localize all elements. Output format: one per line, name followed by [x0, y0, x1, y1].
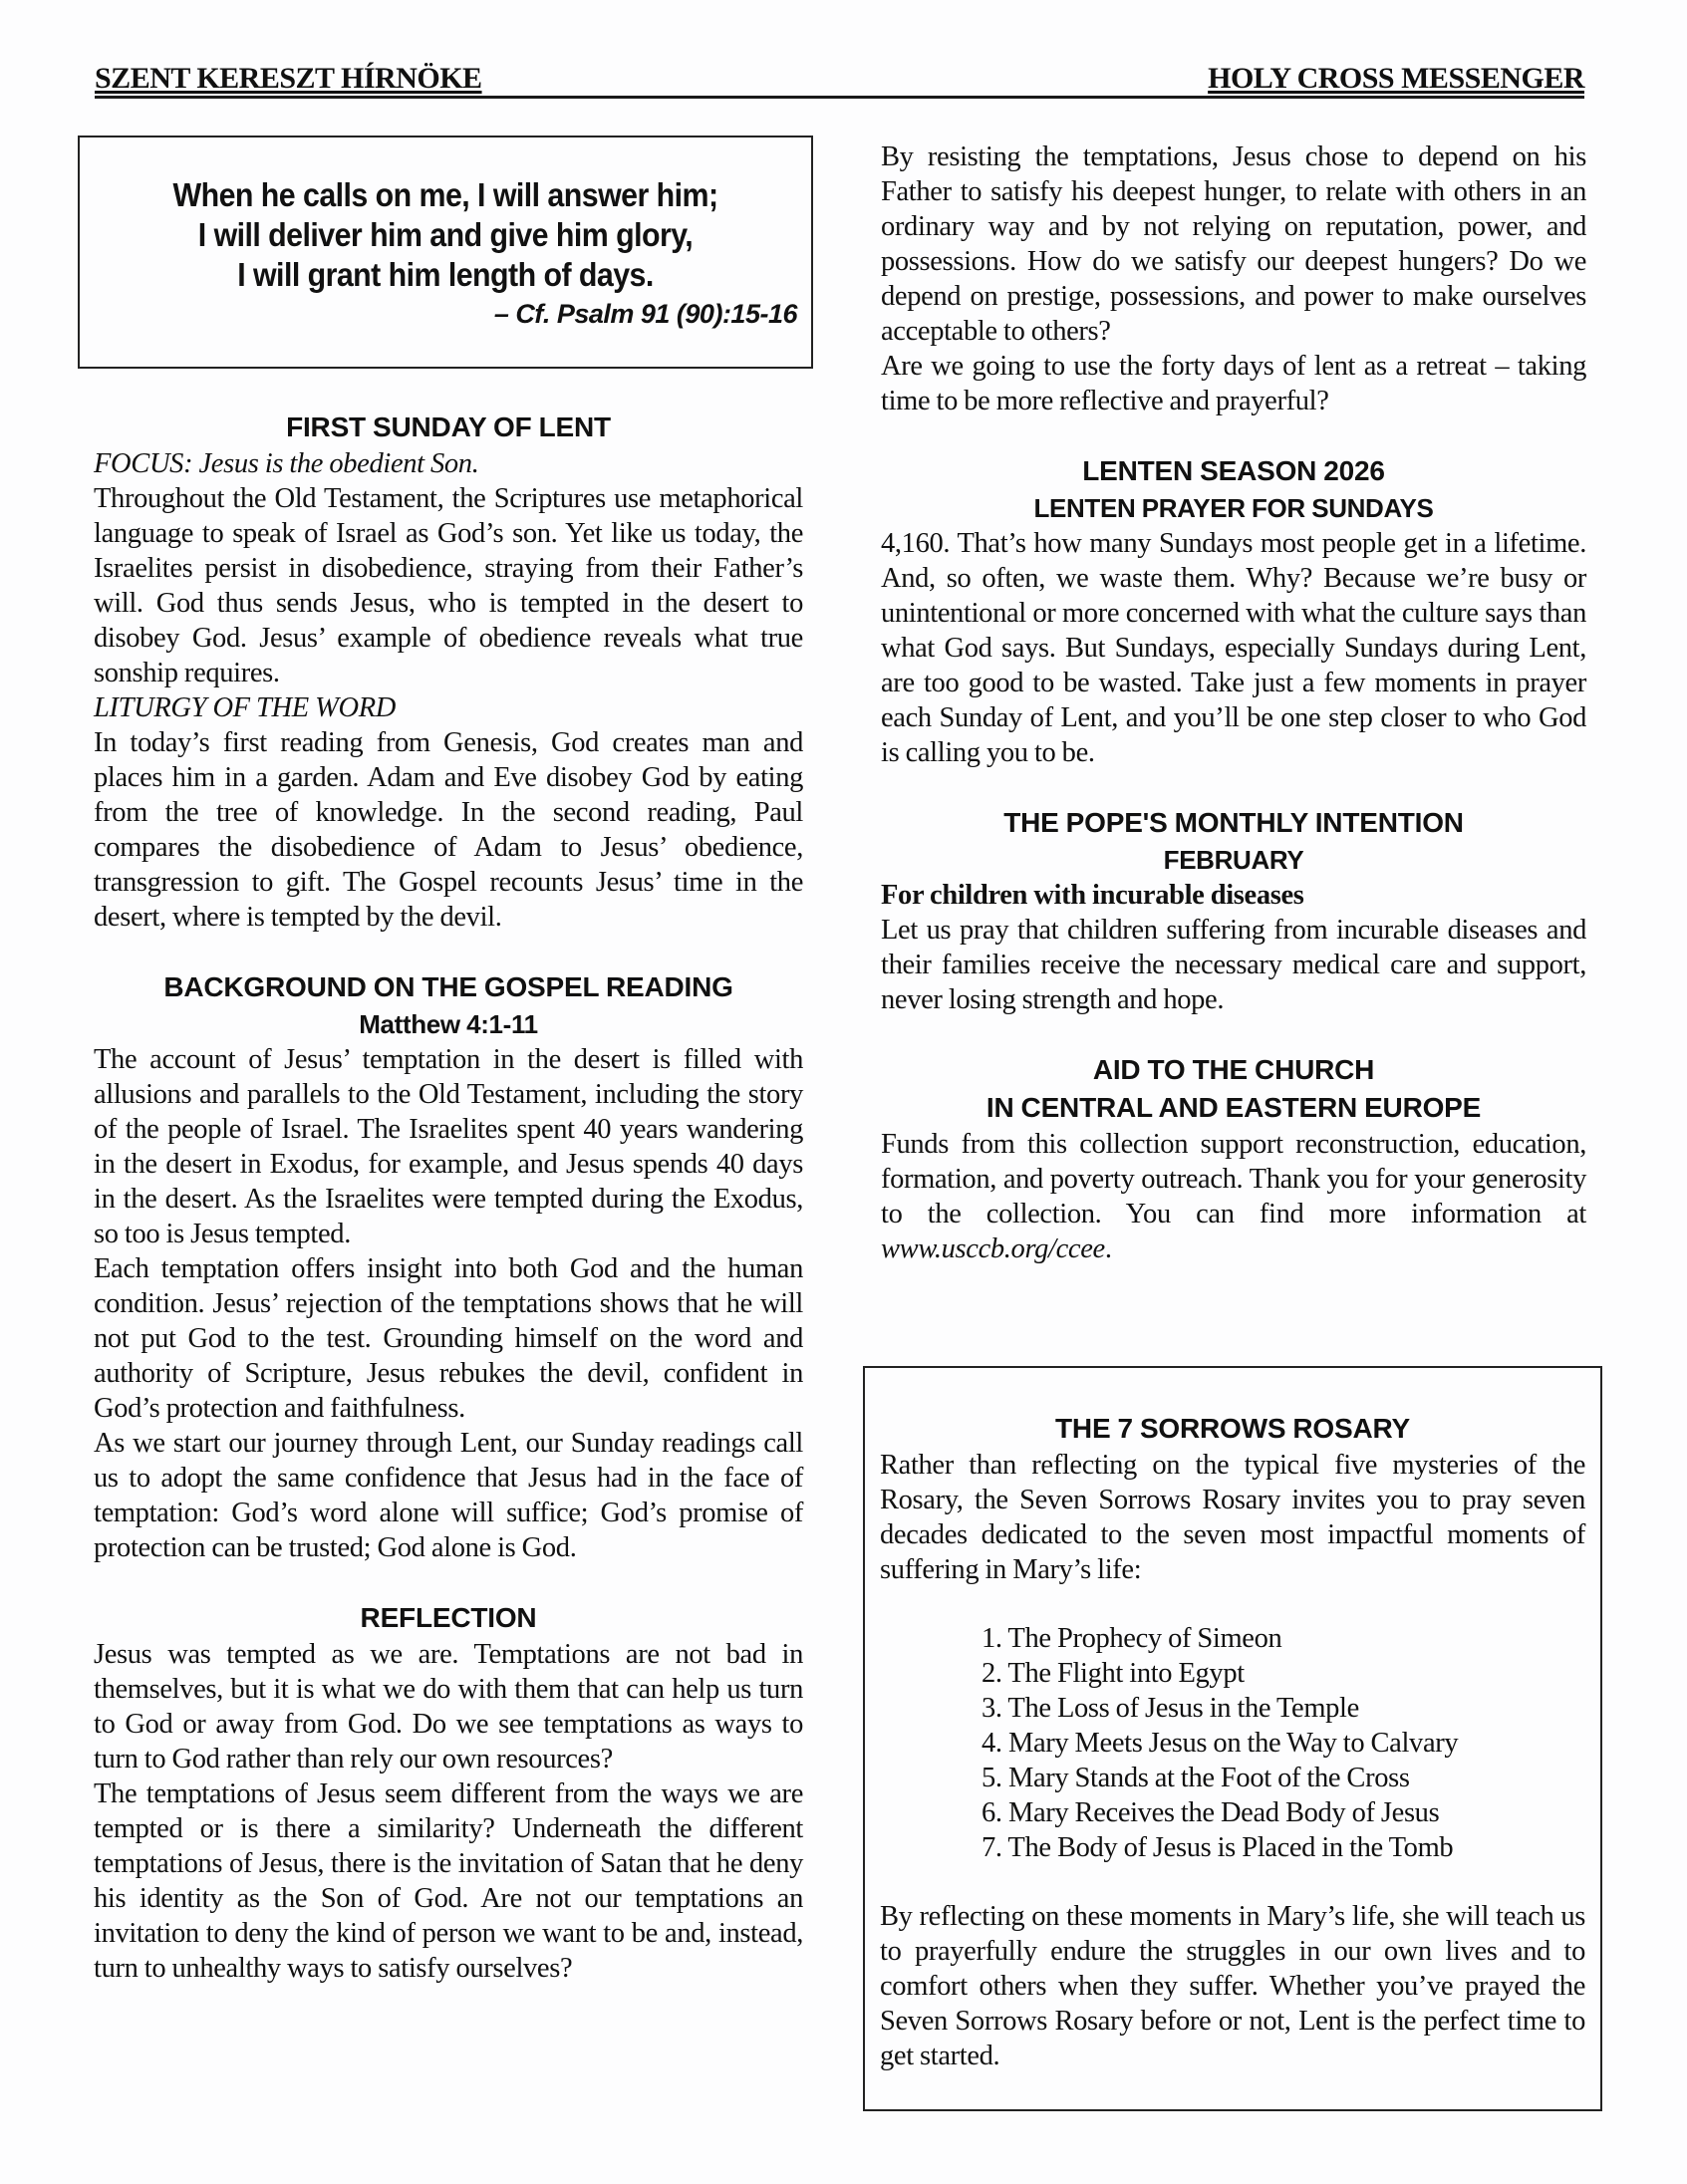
rosary-content [880, 1410, 1585, 2073]
reflection-paragraph: The temptations of Jesus seem different from the ways we are tempted or is there a similarity? Underneath the different temptations of Jesus, there is the invitation of Satan that he deny his identity as the Son of God. Are not our temptations an invitation to deny the kind of person we want to be and, instead, turn to unhealthy ways to satisfy ourselves? [94, 1778, 803, 1984]
quote-line-3: I will grant him length of days. [237, 256, 654, 293]
header-rule [95, 96, 1584, 99]
left-column [94, 409, 803, 1986]
gospel-reference: Matthew 4:1-11 [359, 1009, 538, 1039]
rosary-intro: Rather than reflecting on the typical five mysteries of the Rosary, the Seven Sorrows Rosary invites you to pray seven decades dedicated to the seven most impactful moments of suffering in Mary’s life: [880, 1450, 1585, 1585]
section-heading: THE 7 SORROWS ROSARY [1055, 1413, 1410, 1444]
list-item: 3. The Loss of Jesus in the Temple [982, 1693, 1359, 1724]
intention-body: Let us pray that children suffering from incurable diseases and their families receive the necessary medical care and support, never losing strength and hope. [881, 915, 1586, 1015]
psalm-quote-box [78, 136, 813, 369]
seven-sorrows-box [863, 1366, 1602, 2111]
section-heading: BACKGROUND ON THE GOSPEL READING [163, 971, 733, 1002]
background-paragraph: Each temptation offers insight into both God and the human condition. Jesus’ rejection of the temptations shows that he will not put God to the test. Grounding himself on the word and authority of Scripture, Jesus rebukes the devil, confident in God’s protection and faithfulness. [94, 1253, 803, 1424]
list-item: 2. The Flight into Egypt [982, 1658, 1245, 1689]
quote-citation: – Cf. Psalm 91 (90):15-16 [493, 299, 797, 329]
background-section [94, 968, 803, 1565]
reflection-section [94, 1599, 803, 1986]
newsletter-title-english: HOLY CROSS MESSENGER [1208, 62, 1584, 95]
sorrows-list [880, 1621, 1585, 1865]
rosary-closing: By reflecting on these moments in Mary’s life, she will teach us to prayerfully endure the struggles in our own lives and to comfort others when they suffer. Whether you’ve prayed the Seven Sorrows Rosary before or not, Lent is the perfect time to get started. [880, 1901, 1585, 2071]
list-item: 7. The Body of Jesus is Placed in the Tomb [982, 1832, 1454, 1863]
section-heading: IN CENTRAL AND EASTERN EUROPE [985, 1092, 1482, 1123]
list-item: 4. Mary Meets Jesus on the Way to Calvary [982, 1728, 1459, 1759]
quote-line-1: When he calls on me, I will answer him; [172, 176, 718, 213]
aid-church-section [881, 1051, 1586, 1266]
quote-line-2: I will deliver him and give him glory, [197, 216, 694, 253]
section-heading: REFLECTION [360, 1602, 537, 1633]
section-heading: AID TO THE CHURCH [1092, 1054, 1375, 1085]
section-heading: THE POPE'S MONTHLY INTENTION [1003, 807, 1464, 838]
list-item: 1. The Prophecy of Simeon [982, 1623, 1282, 1654]
lenten-body: 4,160. That’s how many Sundays most people get in a lifetime. And, so often, we waste them. Why? Because we’re busy or unintentional or more concerned with what the culture says than what God says. But Sundays, especially Sundays during Lent, are too good to be wasted. Take just a few moments in prayer each Sunday of Lent, and you’ll be one step closer to who God is calling you to be. [881, 528, 1586, 768]
focus-body: Throughout the Old Testament, the Scriptures use metaphorical language to speak of Israel as God’s son. Yet like us today, the Israelites persist in disobedience, straying from their Father’s will. God thus sends Jesus, who is tempted in the desert to disobey God. Jesus’ example of obedience reveals what true sonship requires. [94, 483, 803, 688]
newsletter-title-hungarian: SZENT KERESZT HÍRNÖKE [95, 62, 482, 95]
ccee-link[interactable]: www.usccb.org/ccee [881, 1233, 1105, 1264]
liturgy-label: LITURGY OF THE WORD [94, 692, 396, 723]
background-paragraph: As we start our journey through Lent, our Sunday readings call us to adopt the same confidence that Jesus had in the face of temptation: God’s word alone will suffice; God’s promise of protection can be trusted; God alone is God. [94, 1428, 803, 1563]
reflection-paragraph: By resisting the temptations, Jesus chose to depend on his Father to satisfy his deepest hunger, to relate with others in an ordinary way and by not relying on reputation, power, and possessions. How do we satisfy our deepest hungers? Do we depend on prestige, possessions, and power to make ourselves acceptable to others? [881, 141, 1586, 347]
intention-title: For children with incurable diseases [881, 880, 1304, 911]
focus-label: FOCUS: Jesus is the obedient Son. [94, 448, 479, 479]
reflection-paragraph: Jesus was tempted as we are. Temptations are not bad in themselves, but it is what we do with them that can help us turn to God or away from God. Do we see temptations as ways to turn to God rather than rely our own resources? [94, 1639, 803, 1774]
lenten-season-section [881, 452, 1586, 770]
pope-intention-section [881, 804, 1586, 1017]
background-paragraph: The account of Jesus’ temptation in the desert is filled with allusions and parallels to the Old Testament, including the story of the people of Israel. The Israelites spent 40 years wandering in the desert in Exodus, for example, and Jesus spends 40 days in the desert. As the Israelites were tempted during the Exodus, so too is Jesus tempted. [94, 1044, 803, 1249]
right-column [881, 139, 1586, 1266]
reflection-paragraph: Are we going to use the forty days of lent as a retreat – taking time to be more reflective and prayerful? [881, 351, 1586, 416]
list-item: 6. Mary Receives the Dead Body of Jesus [982, 1797, 1440, 1828]
liturgy-body: In today’s first reading from Genesis, God creates man and places him in a garden. Adam and Eve disobey God by eating from the tree of knowledge. In the second reading, Paul compares the disobedience of Adam to Jesus’ obedience, transgression to gift. The Gospel recounts Jesus’ time in the desert, where is tempted by the devil. [94, 727, 803, 933]
section-heading: FIRST SUNDAY OF LENT [286, 411, 611, 442]
aid-body: Funds from this collection support reconstruction, education, formation, and poverty outreach. Thank you for your generosity to the collection. You can find more information at www.usccb.org/ccee. [881, 1129, 1586, 1264]
section-heading: LENTEN SEASON 2026 [1082, 455, 1385, 486]
list-item: 5. Mary Stands at the Foot of the Cross [982, 1763, 1410, 1793]
intention-month: FEBRUARY [1163, 845, 1304, 875]
section-subheading: LENTEN PRAYER FOR SUNDAYS [1033, 493, 1434, 523]
first-sunday-section [94, 409, 803, 935]
